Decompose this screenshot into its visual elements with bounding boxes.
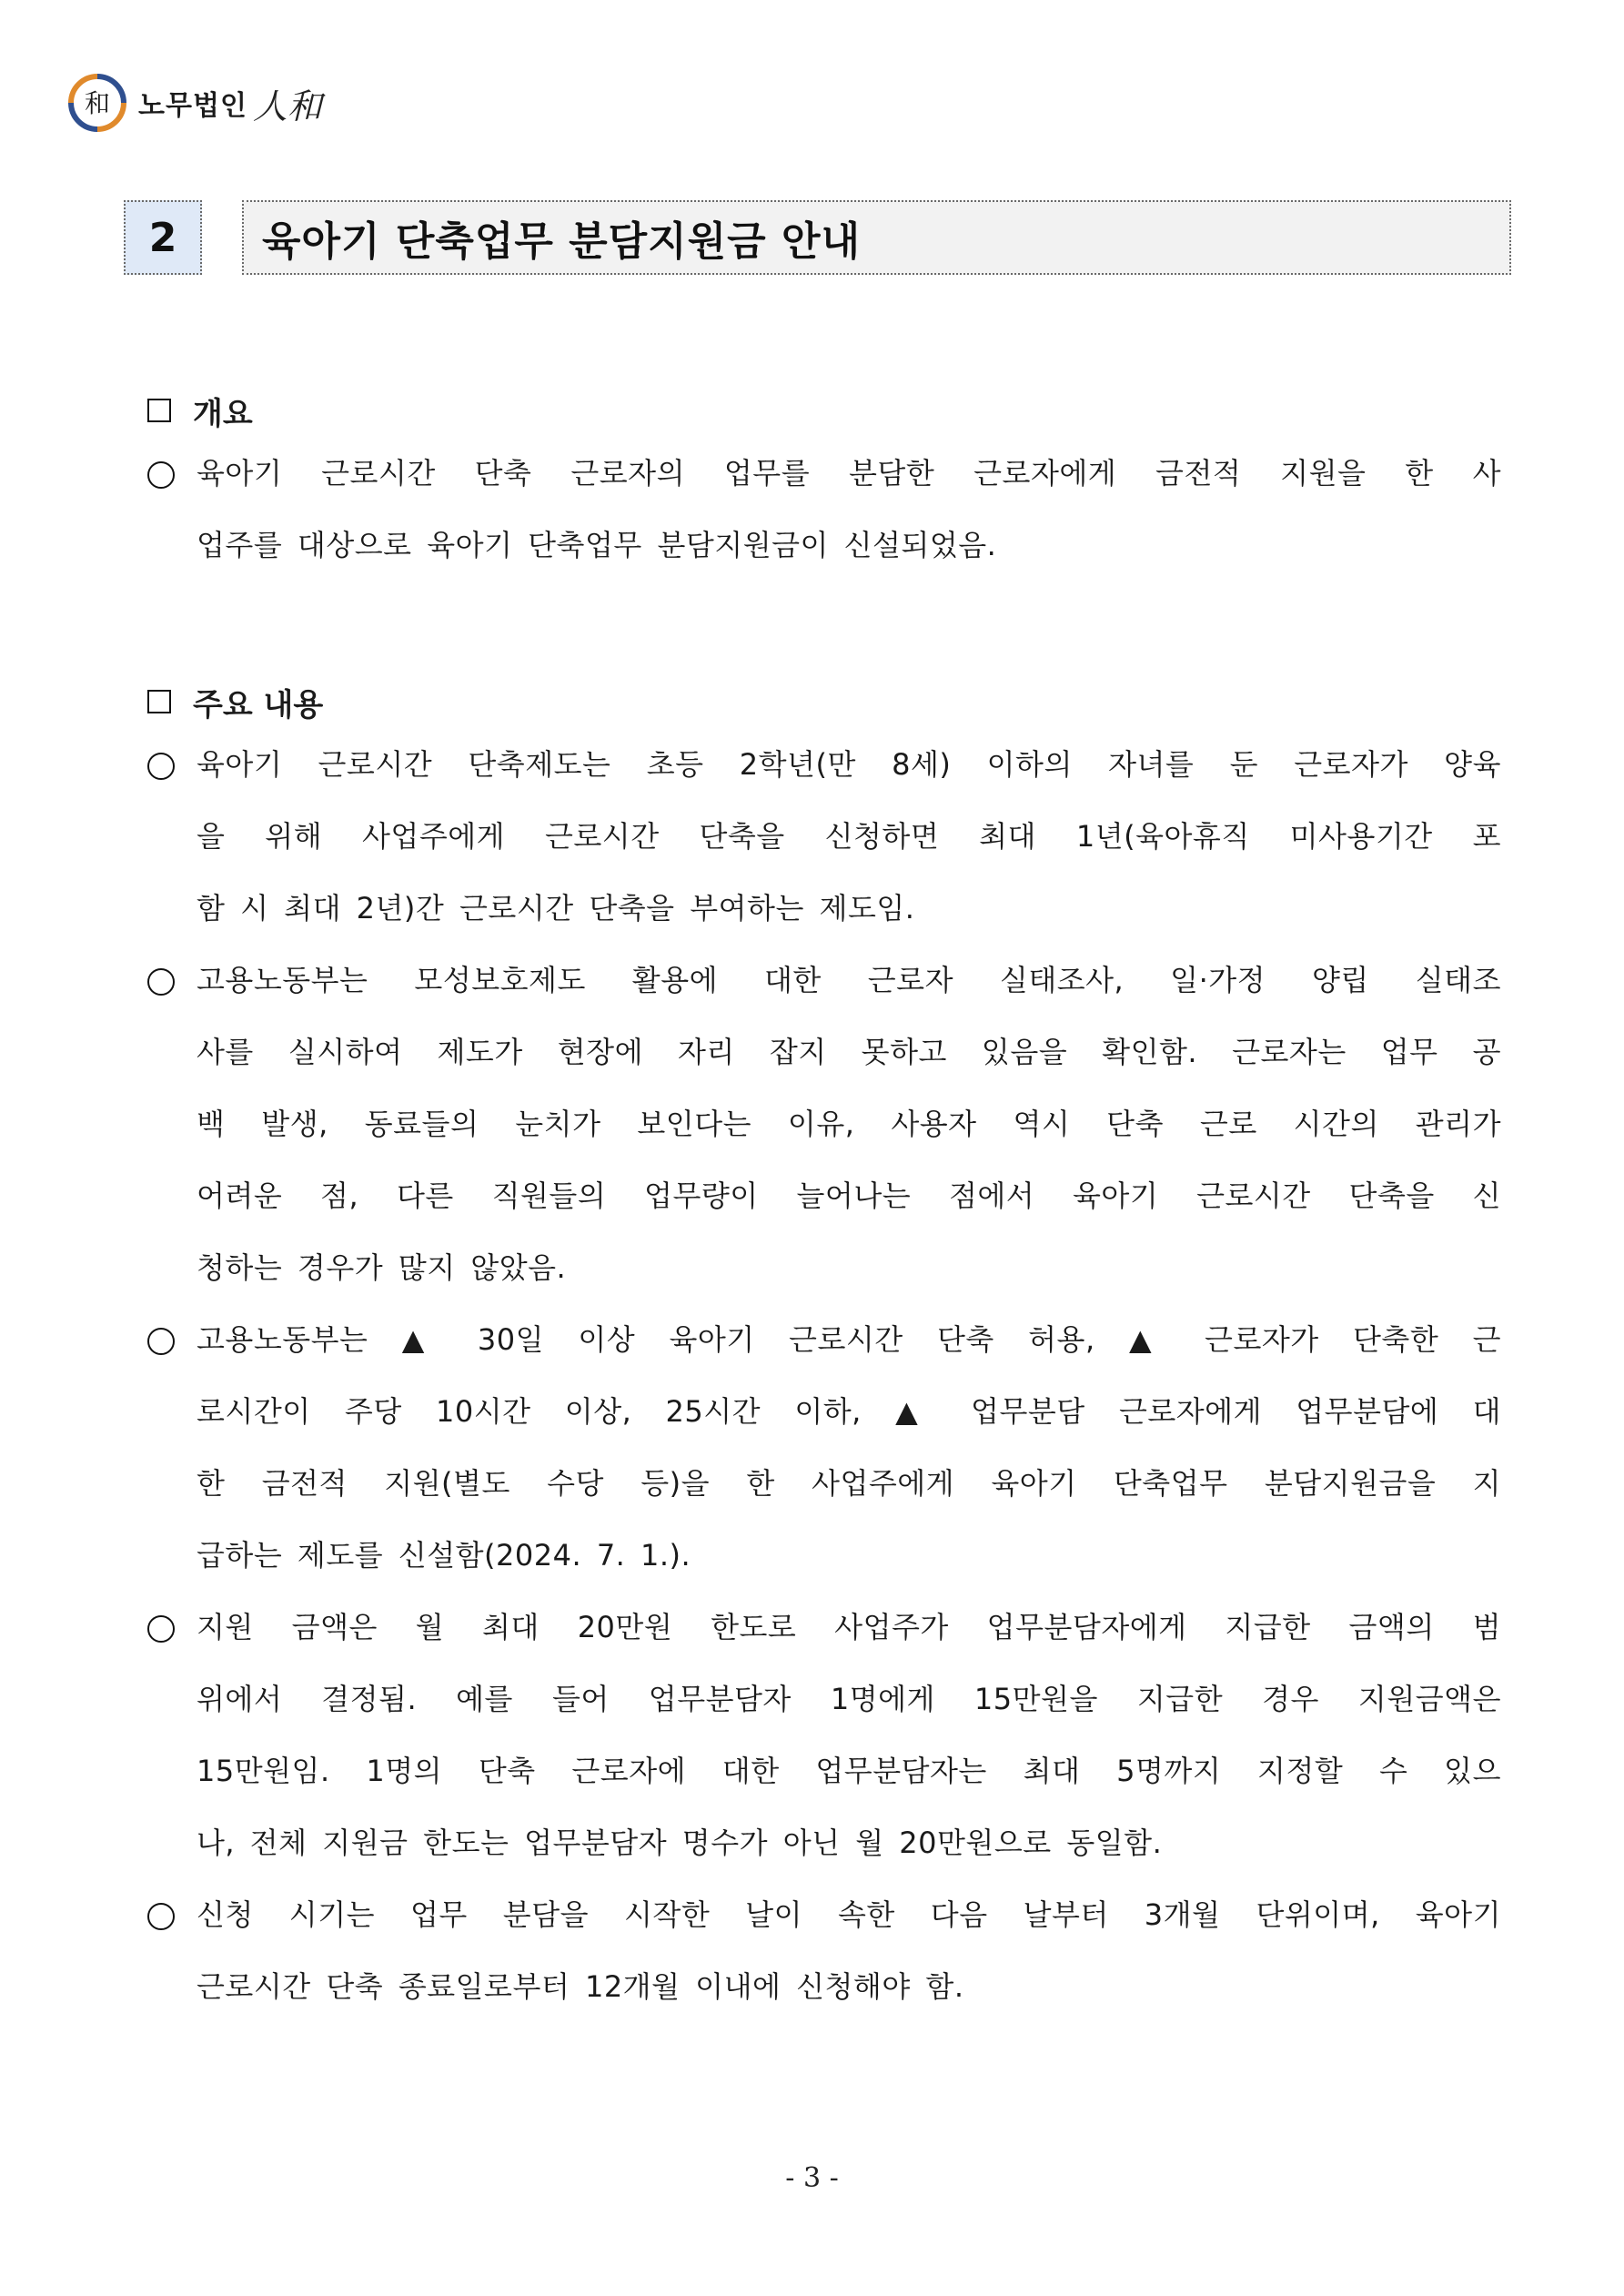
square-bullet-icon — [147, 690, 171, 713]
list-item-text — [197, 1879, 1501, 2023]
text-line: 근로시간 단축 종료일로부터 12개월 이내에 신청해야 함. — [197, 1969, 964, 2004]
list-item-text — [197, 729, 1501, 945]
text-line: 로시간이 주당 10시간 이상, 25시간 이하, ▲ 업무분담 근로자에게 업무분담에 대 — [197, 1394, 1501, 1429]
text-line: 육아기 근로시간 단축제도는 초등 2학년(만 8세) 이하의 자녀를 둔 근로자가 양육 — [197, 747, 1501, 782]
text-line: 육아기 근로시간 단축 근로자의 업무를 분담한 근로자에게 금전적 지원을 한 사 — [197, 456, 1501, 491]
list-item-text — [197, 1304, 1501, 1592]
text-line: 을 위해 사업주에게 근로시간 단축을 신청하면 최대 1년(육아휴직 미사용기간 포 — [197, 819, 1501, 854]
square-bullet-icon — [147, 399, 171, 422]
text-line: 급하는 제도를 신설함(2024. 7. 1.). — [197, 1538, 691, 1573]
list-item-text — [197, 1592, 1501, 1879]
list-item — [146, 729, 1501, 945]
main-heading — [146, 674, 1501, 729]
circle-bullet-icon — [147, 753, 175, 780]
circle-bullet-icon — [147, 1615, 175, 1643]
section-number: 2 — [124, 200, 202, 275]
list-item — [146, 1304, 1501, 1592]
circle-bullet-icon — [147, 461, 175, 489]
text-line: 함 시 최대 2년)간 근로시간 단축을 부여하는 제도임. — [197, 891, 915, 925]
list-item-text — [197, 438, 1501, 582]
firm-prefix: 노무법인 — [138, 90, 247, 122]
overview-heading — [146, 383, 1501, 438]
text-line: 지원 금액은 월 최대 20만원 한도로 사업주가 업무분담자에게 지급한 금액의 범 — [197, 1610, 1501, 1644]
circle-bullet-icon — [147, 1328, 175, 1355]
text-line: 고용노동부는 ▲ 30일 이상 육아기 근로시간 단축 허용, ▲ 근로자가 단축한 근 — [197, 1322, 1501, 1357]
circle-bullet-icon — [147, 968, 175, 996]
text-line: 한 금전적 지원(별도 수당 등)을 한 사업주에게 육아기 단축업무 분담지원금을 지 — [197, 1466, 1501, 1501]
text-line: 청하는 경우가 많지 않았음. — [197, 1250, 567, 1285]
list-item-text — [197, 945, 1501, 1304]
list-item — [146, 438, 1501, 582]
overview-section — [146, 383, 1501, 582]
list-item — [146, 1592, 1501, 1879]
text-line: 고용노동부는 모성보호제도 활용에 대한 근로자 실태조사, 일·가정 양립 실태조 — [197, 963, 1501, 997]
list-item — [146, 945, 1501, 1304]
page-number: - 3 - — [785, 2162, 839, 2194]
logo-char: 和 — [84, 88, 111, 118]
text-line: 신청 시기는 업무 분담을 시작한 날이 속한 다음 날부터 3개월 단위이며, 육아기 — [197, 1897, 1501, 1932]
text-line: 업주를 대상으로 육아기 단축업무 분담지원금이 신설되었음. — [197, 528, 997, 562]
overview-heading-text: 개요 — [193, 395, 253, 432]
text-line: 15만원임. 1명의 단축 근로자에 대한 업무분담자는 최대 5명까지 지정할 수 있으 — [197, 1754, 1501, 1788]
overview-list — [146, 438, 1501, 582]
circle-bullet-icon — [147, 1903, 175, 1930]
text-line: 백 발생, 동료들의 눈치가 보인다는 이유, 사용자 역시 단축 근로 시간의 관리가 — [197, 1107, 1501, 1141]
section-title-text: 육아기 단축업무 분담지원금 안내 — [242, 200, 1511, 275]
text-line: 어려운 점, 다른 직원들의 업무량이 늘어나는 점에서 육아기 근로시간 단축을 신 — [197, 1178, 1501, 1213]
main-list — [146, 729, 1501, 2023]
text-line: 위에서 결정됨. 예를 들어 업무분담자 1명에게 15만원을 지급한 경우 지원금액은 — [197, 1682, 1501, 1716]
page-header — [67, 71, 322, 135]
main-section — [146, 674, 1501, 2023]
text-line: 나, 전체 지원금 한도는 업무분담자 명수가 아닌 월 20만원으로 동일함. — [197, 1826, 1163, 1860]
section-title — [124, 200, 1511, 277]
firm-logo-icon — [67, 73, 127, 133]
firm-name: 人和 — [252, 86, 322, 126]
main-heading-text: 주요 내용 — [193, 686, 324, 723]
list-item — [146, 1879, 1501, 2023]
text-line: 사를 실시하여 제도가 현장에 자리 잡지 못하고 있음을 확인함. 근로자는 업무 공 — [197, 1035, 1501, 1069]
